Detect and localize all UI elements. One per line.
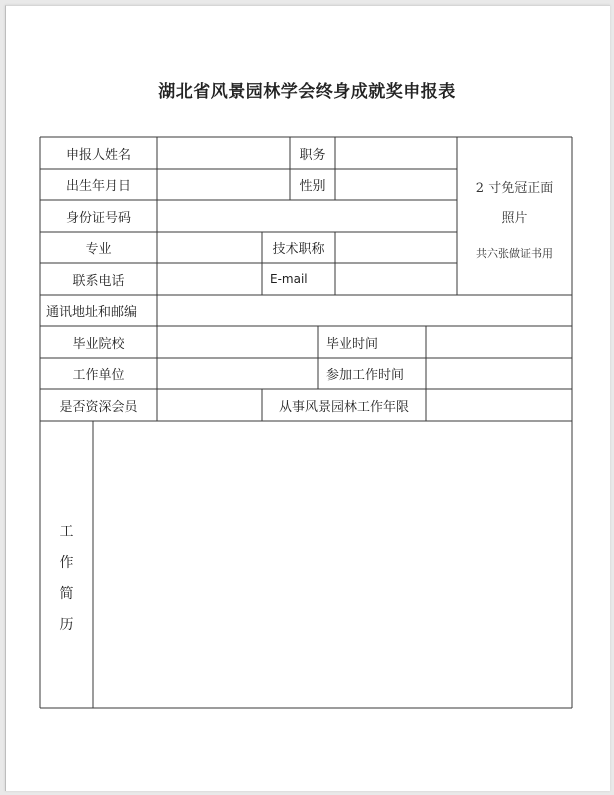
field-email[interactable] xyxy=(335,263,457,295)
resume-char-3: 简 xyxy=(59,586,74,602)
form-title: 湖北省风景园林学会终身成就奖申报表 xyxy=(158,82,456,102)
label-id-number: 身份证号码 xyxy=(65,210,131,226)
label-senior-member: 是否资深会员 xyxy=(59,399,138,415)
label-major: 专业 xyxy=(85,242,112,257)
field-id-number[interactable] xyxy=(157,200,457,232)
label-school: 毕业院校 xyxy=(72,336,125,352)
field-address[interactable] xyxy=(157,295,572,326)
field-birth-date[interactable] xyxy=(157,169,290,200)
label-phone: 联系电话 xyxy=(72,273,125,289)
label-gender: 性别 xyxy=(299,179,326,194)
label-birth-date: 出生年月日 xyxy=(65,179,131,194)
field-employer[interactable] xyxy=(157,358,318,389)
label-technical-title: 技术职称 xyxy=(272,242,325,257)
field-work-start[interactable] xyxy=(426,358,572,389)
field-years-in-field[interactable] xyxy=(426,389,572,421)
label-work-start: 参加工作时间 xyxy=(326,368,405,383)
field-position[interactable] xyxy=(335,137,457,169)
photo-note-label: 照片 xyxy=(501,211,528,226)
field-phone[interactable] xyxy=(157,263,262,295)
label-applicant-name: 申报人姓名 xyxy=(65,147,131,163)
label-position: 职务 xyxy=(299,147,326,163)
resume-char-4: 历 xyxy=(59,617,74,633)
field-applicant-name[interactable] xyxy=(157,137,290,169)
photo-note-size: 2 寸免冠正面 xyxy=(475,181,554,196)
label-employer: 工作单位 xyxy=(72,368,125,383)
field-graduation-time[interactable] xyxy=(426,326,572,358)
photo-placeholder xyxy=(457,137,572,295)
field-gender[interactable] xyxy=(335,169,457,200)
label-work-resume xyxy=(40,421,93,708)
label-years-in-field: 从事风景园林工作年限 xyxy=(278,399,409,415)
label-address: 通讯地址和邮编 xyxy=(46,305,138,320)
resume-char-1: 工 xyxy=(59,524,74,540)
label-email: E-mail xyxy=(270,272,308,286)
photo-note-count: 共六张做证书用 xyxy=(476,247,553,260)
field-school[interactable] xyxy=(157,326,318,358)
field-major[interactable] xyxy=(157,232,262,263)
field-technical-title[interactable] xyxy=(335,232,457,263)
field-work-resume[interactable] xyxy=(93,421,572,708)
resume-char-2: 作 xyxy=(59,555,74,571)
field-senior-member[interactable] xyxy=(157,389,262,421)
label-graduation-time: 毕业时间 xyxy=(326,336,379,352)
